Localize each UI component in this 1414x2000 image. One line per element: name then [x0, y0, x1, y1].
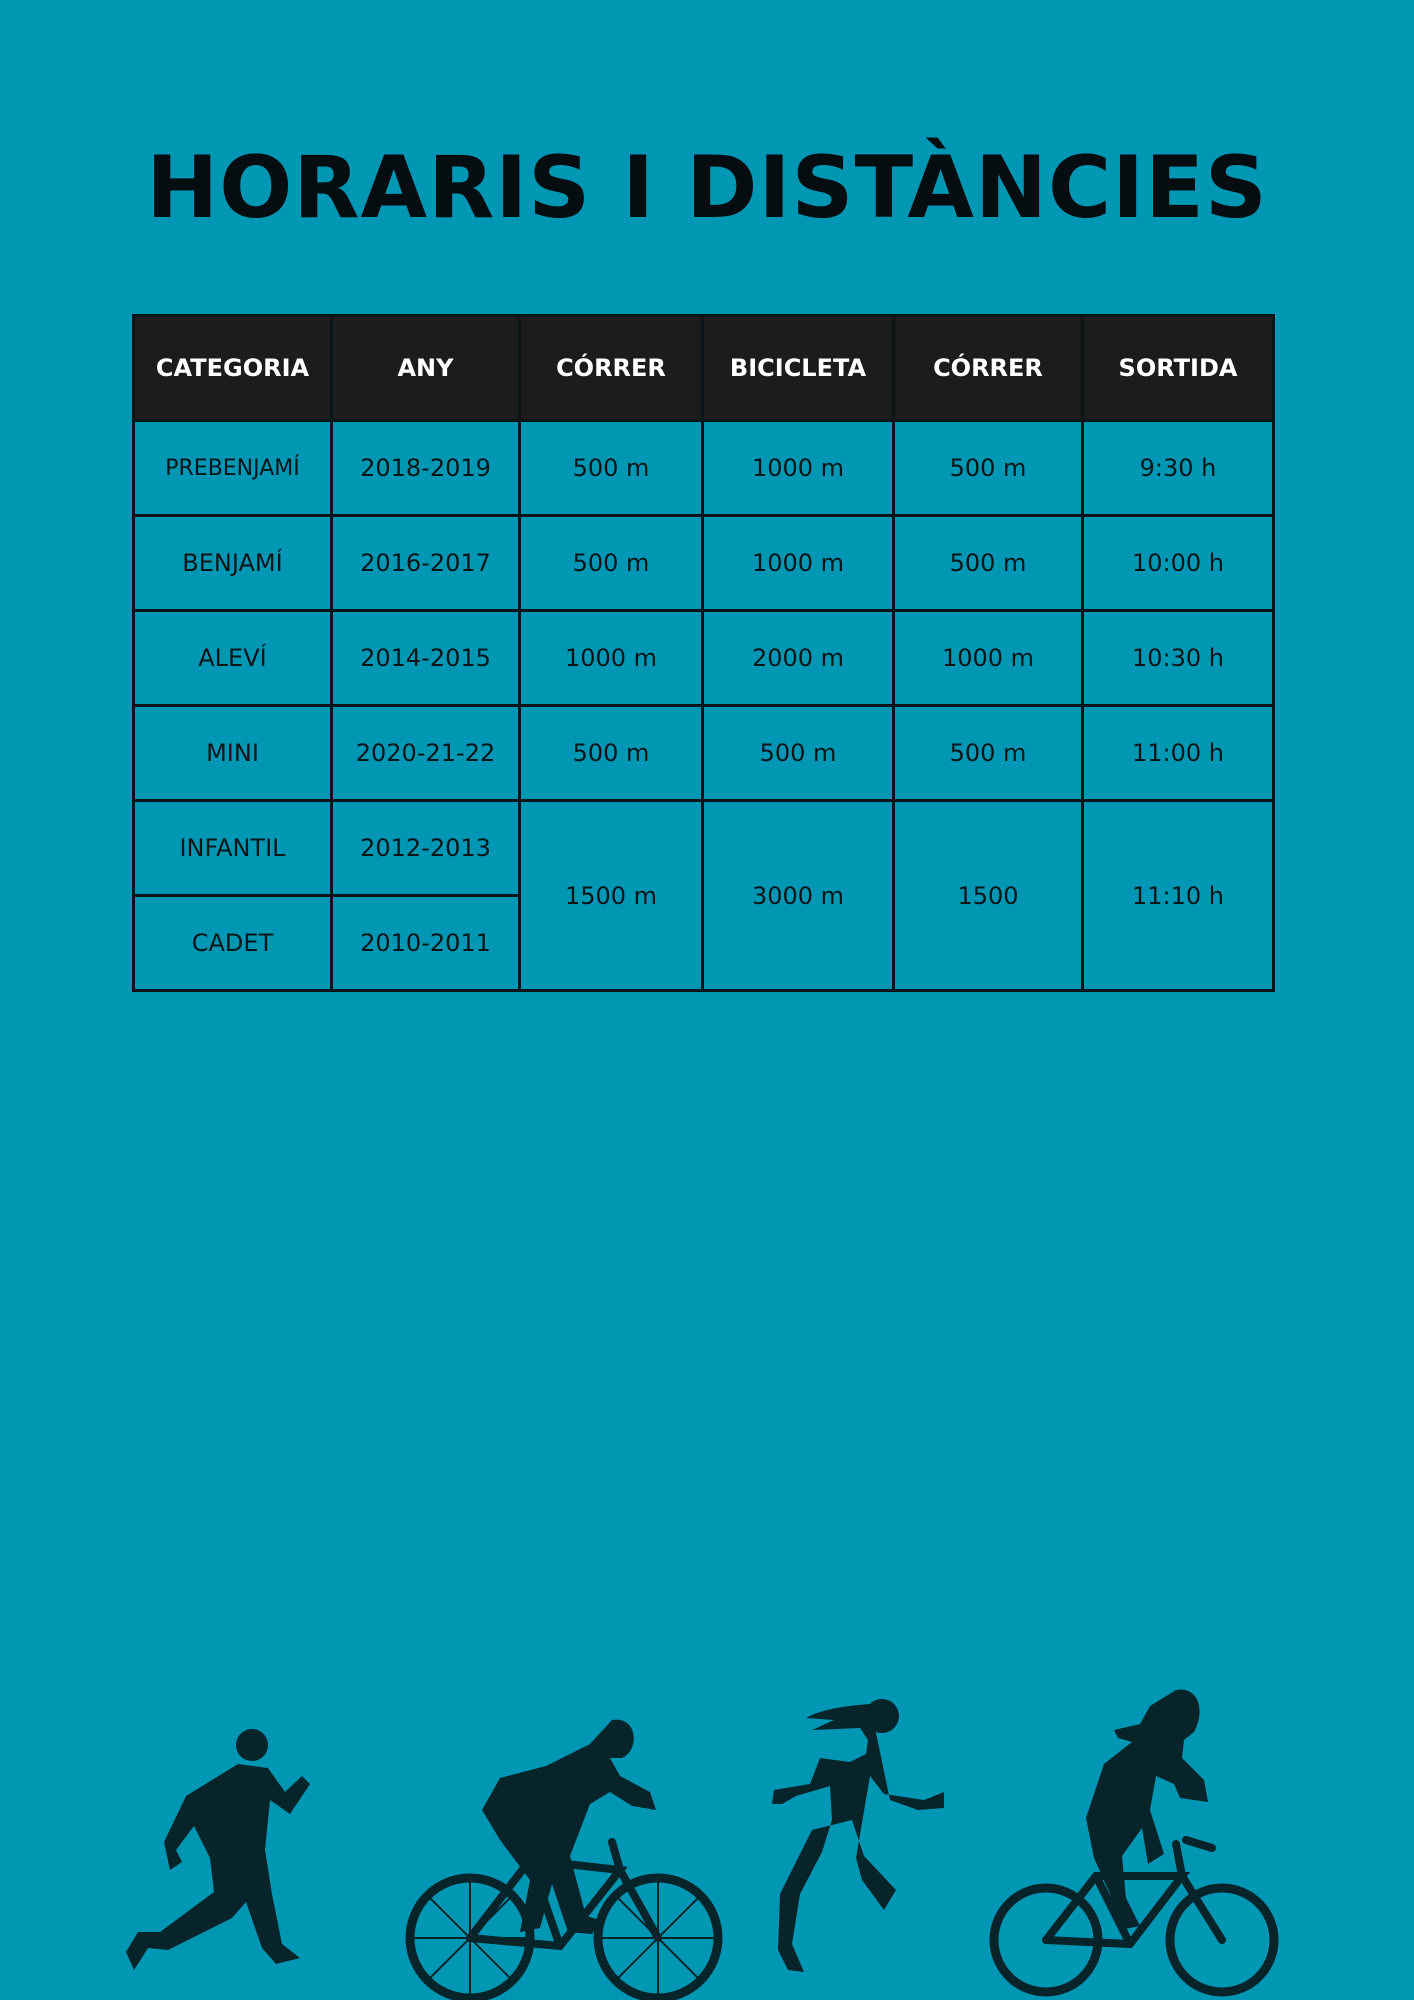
- athletes-illustration: [0, 1680, 1414, 2000]
- cell-correr: 500 m: [520, 516, 703, 611]
- column-header-sortida: SORTIDA: [1083, 316, 1274, 421]
- cell-bicicleta: 2000 m: [703, 611, 894, 706]
- cell-bicicleta: 1000 m: [703, 516, 894, 611]
- cell-bicicleta: 500 m: [703, 706, 894, 801]
- cell-categoria: PREBENJAMÍ: [134, 421, 332, 516]
- column-header-correr-2: CÓRRER: [894, 316, 1083, 421]
- cell-correr: 500 m: [520, 421, 703, 516]
- column-header-correr: CÓRRER: [520, 316, 703, 421]
- cell-any: 2010-2011: [332, 896, 520, 991]
- cell-correr-2: 500 m: [894, 516, 1083, 611]
- column-header-bicicleta: BICICLETA: [703, 316, 894, 421]
- schedule-table: [132, 314, 1275, 992]
- cell-sortida: 10:00 h: [1083, 516, 1274, 611]
- cell-correr-2: 500 m: [894, 706, 1083, 801]
- table-row: [134, 516, 1274, 611]
- cell-sortida: 10:30 h: [1083, 611, 1274, 706]
- table-row: [134, 611, 1274, 706]
- cell-any: 2018-2019: [332, 421, 520, 516]
- cell-any: 2012-2013: [332, 801, 520, 896]
- cell-sortida: 11:00 h: [1083, 706, 1274, 801]
- cell-categoria: INFANTIL: [134, 801, 332, 896]
- cell-categoria: ALEVÍ: [134, 611, 332, 706]
- cell-correr-2: 1000 m: [894, 611, 1083, 706]
- table-row: [134, 421, 1274, 516]
- runner-female-icon: [772, 1699, 944, 1972]
- cyclist-male-icon: [410, 1720, 718, 1998]
- cell-correr-2: 500 m: [894, 421, 1083, 516]
- cell-any: 2020-21-22: [332, 706, 520, 801]
- cell-sortida-merged: 11:10 h: [1083, 801, 1274, 991]
- runner-male-icon: [126, 1729, 310, 1970]
- table-row: [134, 801, 1274, 896]
- cell-bicicleta: 1000 m: [703, 421, 894, 516]
- cell-correr: 500 m: [520, 706, 703, 801]
- column-header-any: ANY: [332, 316, 520, 421]
- cell-correr: 1000 m: [520, 611, 703, 706]
- table-row: [134, 706, 1274, 801]
- column-header-categoria: CATEGORIA: [134, 316, 332, 421]
- page-title: HORARIS I DISTÀNCIES: [146, 138, 1268, 238]
- cell-correr-merged: 1500 m: [520, 801, 703, 991]
- cell-any: 2016-2017: [332, 516, 520, 611]
- cell-categoria: BENJAMÍ: [134, 516, 332, 611]
- cell-any: 2014-2015: [332, 611, 520, 706]
- cell-categoria: MINI: [134, 706, 332, 801]
- table-header-row: [134, 316, 1274, 421]
- cell-bicicleta-merged: 3000 m: [703, 801, 894, 991]
- cell-correr-2-merged: 1500: [894, 801, 1083, 991]
- cell-categoria: CADET: [134, 896, 332, 991]
- cyclist-female-icon: [994, 1690, 1274, 1992]
- cell-sortida: 9:30 h: [1083, 421, 1274, 516]
